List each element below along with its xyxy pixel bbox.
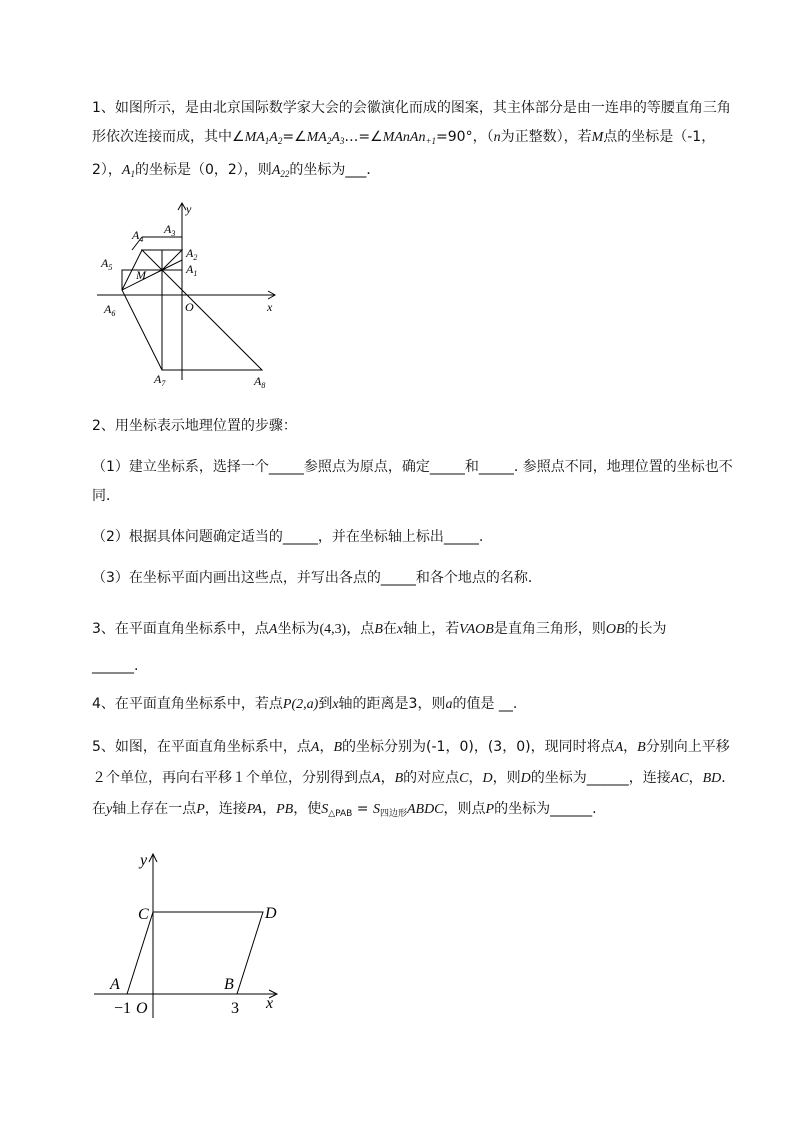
fig1-A5-label: $A_5$	[101, 256, 113, 272]
fig1-A3-label: $A_3$	[164, 222, 176, 238]
question-2-step-2: （2）根据具体问题确定适当的_____，并在坐标轴上标出_____.	[92, 529, 484, 545]
fig1-M-label: M	[136, 268, 146, 282]
fig2-origin-label: O	[136, 1000, 148, 1017]
fig2-minus-one-label: −1	[114, 1000, 132, 1017]
fig1-y-label: y	[186, 202, 192, 216]
fig2-D-label: D	[265, 905, 277, 922]
question-1-text: 1、如图所示，是由北京国际数学家大会的会徽演化而成的图案，其主体部分是由一连串的等腰直角三角形依次连接而成，其中$\angle MA_1A_2=\angle MA_2A_3\dots=\angle MAnAn_{+1}=90^\circ$，（n为正整数），若M点的坐标是（-1，2），$A_1$的坐标是（0，2），则$A_{22}$的坐标为___．	[92, 100, 731, 179]
fig2-x-label: x	[266, 995, 274, 1012]
question-3: 3、在平面直角坐标系中，点A坐标为(4,3)，点B在x轴上，若VAOB是直角三角形，则OB的长为 ______.	[92, 614, 742, 681]
fig1-A2-label: $A_2$	[186, 246, 198, 262]
fig1-x-label: x	[267, 300, 273, 314]
fig1-origin-label: O	[185, 300, 194, 314]
fig1-A8-label: $A_8$	[254, 374, 266, 390]
question-2-step-3: （3）在坐标平面内画出这些点，并写出各点的_____和各个地点的名称．	[92, 570, 542, 586]
fig1-A4-label: $A_4$	[132, 228, 144, 244]
question-4	[92, 690, 742, 719]
figure-1-spiral-triangles	[92, 195, 292, 395]
question-5	[92, 732, 742, 829]
fig2-A-label: A	[110, 976, 120, 993]
fig2-B-label: B	[224, 976, 234, 993]
fig2-C-label: C	[138, 906, 149, 923]
question-4-text: 4、在平面直角坐标系中，若点P(2,a)到x轴的距离是3，则a的值是 __.	[92, 696, 518, 712]
question-3-text: 3、在平面直角坐标系中，点A坐标为(4,3)，点B在x轴上，若VAOB是直角三角形，则OB的长为	[92, 621, 667, 637]
question-2	[92, 412, 742, 441]
fig2-three-label: 3	[231, 1000, 239, 1017]
question-2-title: 2、用坐标表示地理位置的步骤：	[92, 418, 297, 434]
question-1	[92, 94, 742, 189]
fig1-A1-label: $A_1$	[186, 262, 198, 278]
fig1-A7-label: $A_7$	[154, 372, 166, 388]
fig1-A6-label: $A_6$	[104, 302, 116, 318]
fig2-y-label: y	[140, 852, 148, 869]
question-2-step-1: （1）建立坐标系，选择一个_____参照点为原点，确定_____和_____. 参照点不同，地理位置的坐标也不同．	[92, 459, 733, 504]
question-5-text: 5、如图，在平面直角坐标系中，点A，B的坐标分别为(-1，0)，(3，0)，现同时将点A，B分别向上平移２个单位，再向右平移１个单位，分别得到点A，B的对应点C，D，则D的坐标为______，连接AC，BD．在y轴上存在一点P，连接PA，PB，使$S_{\triangle PAB}$ = $S_{四边形}ABDC$，则点P的坐标为______.	[92, 739, 736, 819]
figure-2-parallelogram	[92, 848, 292, 1023]
parallelogram-ACDB	[127, 912, 263, 994]
